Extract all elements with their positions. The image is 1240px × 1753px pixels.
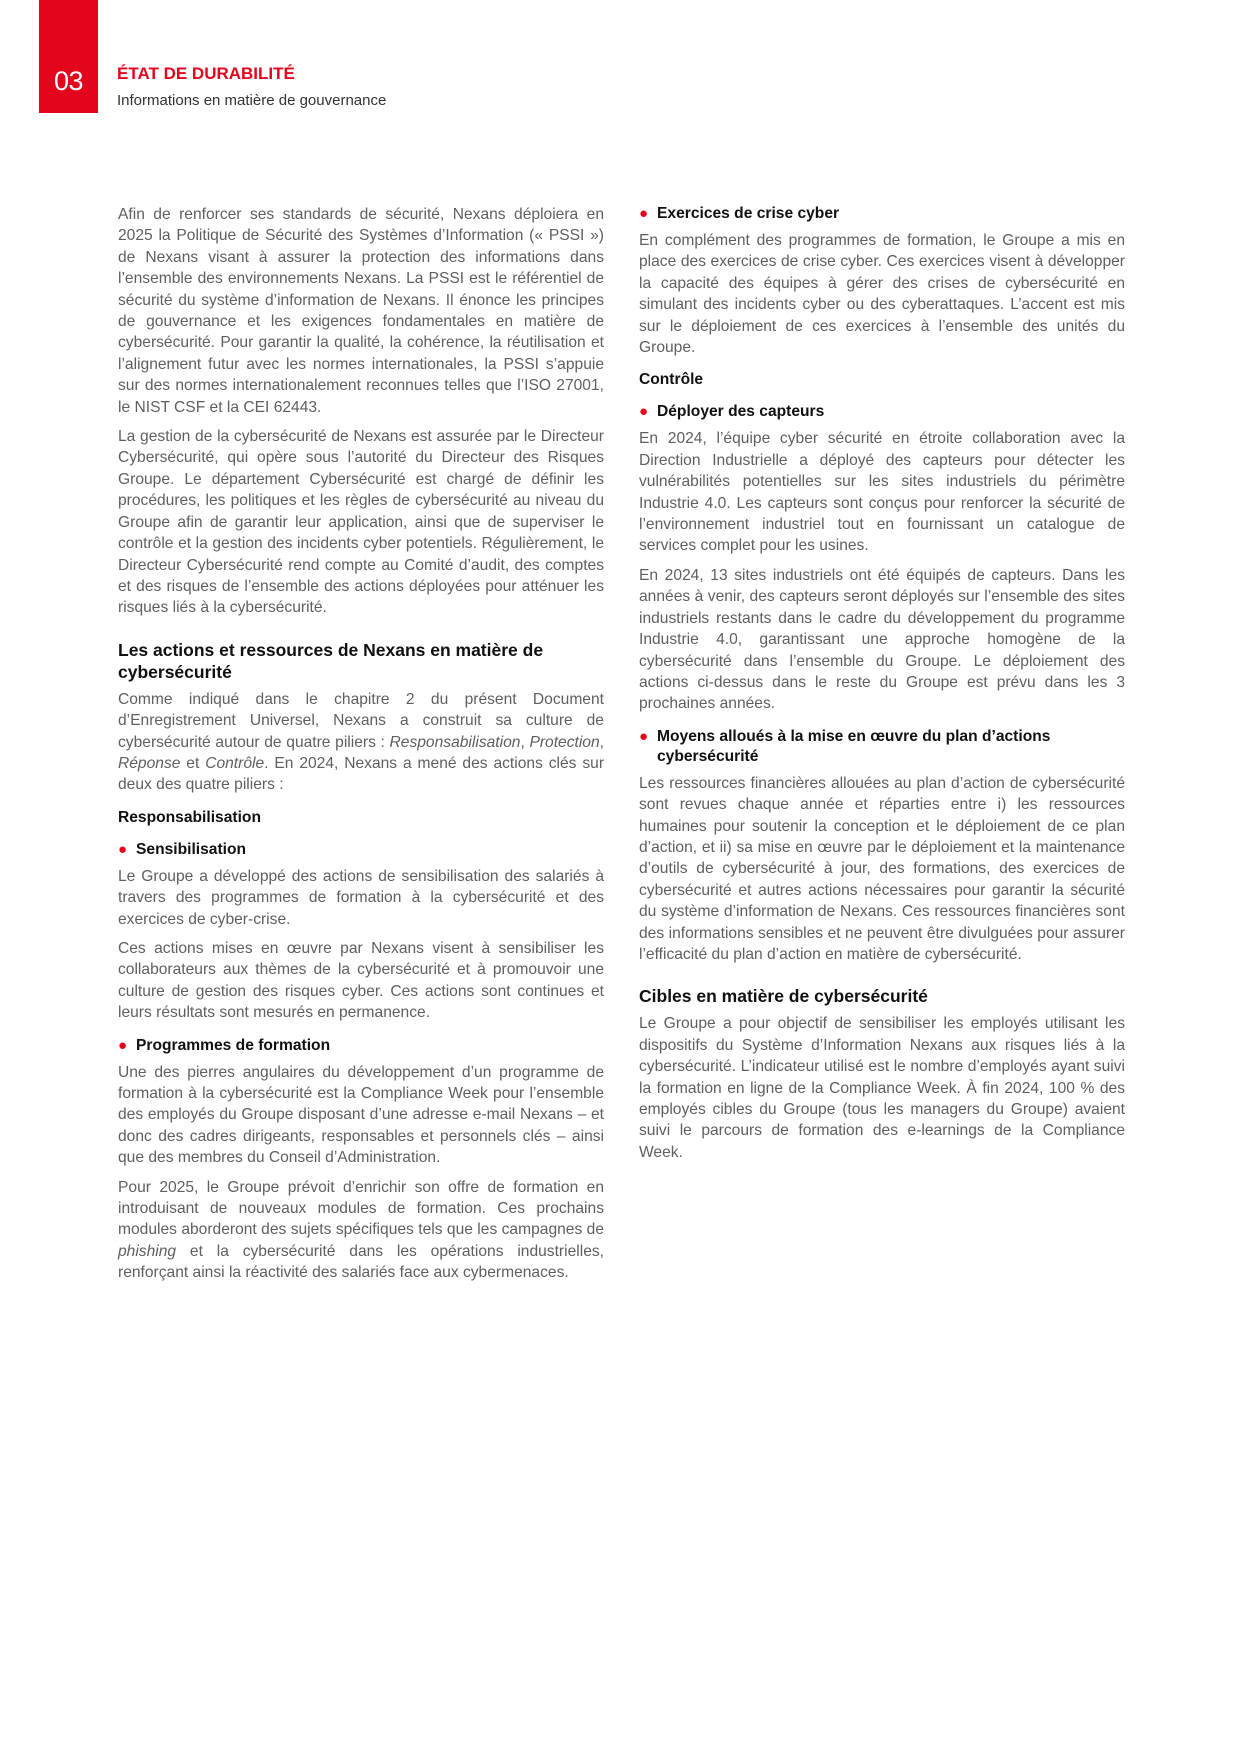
right-column	[639, 204, 1125, 1171]
heading-responsabilisation: Responsabilisation	[118, 808, 261, 826]
paragraph-pssi: Afin de renforcer ses standards de sécurité, Nexans déploiera en 2025 la Politique de Sécurité des Systèmes d’Information (« PSSI ») de Nexans visant à assurer la protection des informations dans l’ensemble des environnements Nexans. La PSSI est le référentiel de sécurité du système d’information de Nexans. Il énonce les principes de gouvernance et les exigences fondamentales en matière de cybersécurité. Pour garantir la qualité, la cohérence, la réutilisation et l’alignement futur avec les normes internationales, la PSSI s’appuie sur des normes internationalement reconnues telles que l’ISO 27001, le NIST CSF et la CEI 62443.	[118, 206, 604, 416]
paragraph-formation-2025: Pour 2025, le Groupe prévoit d’enrichir son offre de formation en introduisant de nouveaux modules de formation. Ces prochains modules aborderont des sujets spécifiques tels que les campagnes de phishing et la cybersécurité dans les opérations industrielles, renforçant ainsi la réactivité des salariés face aux cybermenaces.	[118, 1178, 604, 1282]
paragraph-piliers: Comme indiqué dans le chapitre 2 du présent Document d’Enregistrement Universel, Nexans a construit sa culture de cybersécurité autour de quatre piliers : Responsabilisation, Protection, Réponse et Contrôle. En 2024, Nexans a mené des actions clés sur deux des quatre piliers :	[118, 690, 605, 794]
bullet-dot-icon: ●	[118, 1036, 128, 1054]
bullet-dot-icon: ●	[639, 727, 649, 745]
bullet-dot-icon: ●	[118, 840, 128, 858]
paragraph-gestion: La gestion de la cybersécurité de Nexans est assurée par le Directeur Cybersécurité, qui opère sous l’autorité du Directeur des Risques Groupe. Le département Cybersécurité est chargé de définir les procédures, les politiques et les règles de cybersécurité au niveau du Groupe afin de garantir leur application, ainsi que de superviser le contrôle et la gestion des incidents cyber potentiels. Régulièrement, le Directeur Cybersécurité rend compte au Comité d’audit, des comptes et des risques de l’ensemble des actions déployées pour atténuer les risques liés à la cybersécurité.	[118, 428, 604, 617]
paragraph-ressources-financieres: Les ressources financières allouées au plan d’action de cybersécurité sont revues chaque année et réparties entre i) les ressources humaines pour soutenir la conception et le déploiement de ce plan d’action, et ii) sa mise en œuvre par le déploiement et la maintenance d’outils de cybersécurité à jour, des formations, des exercices de cybersécurité et autres actions nécessaires pour garantir la sécurité du système d’information de Nexans. Ces ressources financières sont des informations sensibles et ne peuvent être divulguées pour assurer l’efficacité du plan d’action en matière de cybersécurité.	[639, 774, 1125, 963]
heading-cibles: Cibles en matière de cybersécurité	[639, 986, 928, 1007]
bullet-programmes-formation: ● Programmes de formation	[118, 1036, 331, 1054]
paragraph-sites-industriels: En 2024, 13 sites industriels ont été équipés de capteurs. Dans les années à venir, des capteurs seront déployés sur l’ensemble des sites industriels restants dans le cadre du développement du programme Industrie 4.0, garantissant une approche homogène de la cybersécurité dans l’ensemble du Groupe. Le déploiement des actions ci-dessus dans le reste du Groupe est prévu dans les 3 prochaines années.	[639, 566, 1125, 713]
chapter-tab	[39, 0, 98, 113]
paragraph-capteurs: En 2024, l’équipe cyber sécurité en étroite collaboration avec la Direction Industrielle a déployé des capteurs pour détecter les vulnérabilités potentielles sur les sites industriels du périmètre Industrie 4.0. Les capteurs sont conçus pour renforcer la sécurité de l’environnement industriel tout en fournissant un catalogue de services complet pour les usines.	[639, 430, 1125, 555]
paragraph-actions-nexans: Ces actions mises en œuvre par Nexans visent à sensibiliser les collaborateurs aux thèmes de la cybersécurité et à promouvoir une culture de gestion des risques cyber. Ces actions sont continues et leurs résultats sont mesurés en permanence.	[118, 939, 604, 1022]
section-title: ÉTAT DE DURABILITÉ	[117, 64, 295, 83]
paragraph-cibles: Le Groupe a pour objectif de sensibiliser les employés utilisant les dispositifs du Système d’Information Nexans aux risques liés à la cybersécurité. L’indicateur utilisé est le nombre d’employés ayant suivi la formation en ligne de la Compliance Week. À fin 2024, 100 % des employés cibles du Groupe (tous les managers du Groupe) avaient suivi le parcours de formation des e-learnings de la Compliance Week.	[639, 1015, 1125, 1161]
bullet-deployer-capteurs: ● Déployer des capteurs	[639, 403, 825, 421]
heading-actions-ressources: Les actions et ressources de Nexans en matière de cybersécurité	[118, 639, 544, 682]
bullet-dot-icon: ●	[639, 403, 649, 421]
chapter-number: 03	[53, 66, 84, 96]
paragraph-compliance-week: Une des pierres angulaires du développement d’un programme de formation à la cybersécurité est la Compliance Week pour l’ensemble des employés du Groupe disposant d’une adresse e-mail Nexans – et donc des cadres dirigeants, responsables et personnels clés – ainsi que des membres du Conseil d’Administration.	[118, 1063, 604, 1167]
heading-controle: Contrôle	[639, 371, 704, 389]
bullet-exercices-crise: ● Exercices de crise cyber	[639, 205, 840, 222]
paragraph-sensibilisation: Le Groupe a développé des actions de sensibilisation des salariés à travers des programmes de formation à la cybersécurité et des exercices de cyber-crise.	[118, 867, 604, 928]
bullet-moyens-alloues: ● Moyens alloués à la mise en œuvre du plan d’actions cybersécurité	[639, 727, 1051, 765]
bullet-dot-icon: ●	[639, 205, 649, 222]
paragraph-exercices-crise: En complément des programmes de formation, le Groupe a mis en place des exercices de crise cyber. Ces exercices visent à développer la capacité des équipes à gérer des crises de cybersécurité en simulant des incidents cyber ou des cyberattaques. L’accent est mis sur le déploiement de ces exercices à l’ensemble des unités du Groupe.	[639, 232, 1125, 357]
section-subtitle: Informations en matière de gouvernance	[117, 92, 387, 109]
bullet-sensibilisation: ● Sensibilisation	[118, 840, 247, 858]
left-column	[118, 204, 604, 1292]
